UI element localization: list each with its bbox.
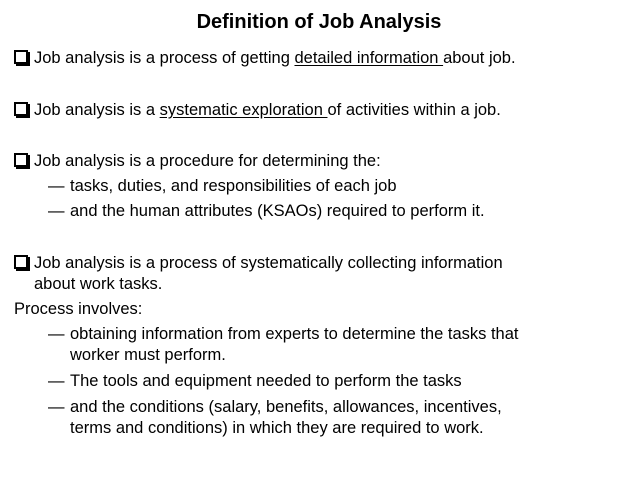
- bullet-item-2: [14, 100, 501, 121]
- bullet-4-text-line-2: about work tasks.: [34, 275, 163, 293]
- checkbox-bullet-icon: [14, 102, 28, 116]
- sub-item-continuation: terms and conditions) in which they are required to work.: [70, 419, 484, 437]
- sub-item-text: The tools and equipment needed to perform the tasks: [70, 372, 462, 390]
- dash-icon: —: [48, 372, 65, 390]
- bullet-item-3: [14, 151, 381, 172]
- dash-icon: —: [48, 398, 65, 416]
- bullet-2-text-post: of activities within a job.: [327, 101, 501, 119]
- checkbox-bullet-icon: [14, 50, 28, 64]
- sub-item-text: and the conditions (salary, benefits, allowances, incentives,: [70, 398, 502, 416]
- bullet-3-text: Job analysis is a procedure for determining the:: [34, 152, 381, 170]
- dash-icon: —: [48, 325, 65, 343]
- sub-item-continuation: worker must perform.: [70, 346, 226, 364]
- bullet-1-text-pre: Job analysis is a process of getting: [34, 49, 295, 67]
- bullet-4-text-line-1: Job analysis is a process of systematically collecting information: [34, 254, 503, 272]
- bullet-item-4: [14, 253, 503, 274]
- dash-icon: —: [48, 202, 65, 220]
- sub-item-text: tasks, duties, and responsibilities of each job: [70, 177, 397, 195]
- sub-item-text: obtaining information from experts to determine the tasks that: [70, 325, 519, 343]
- checkbox-bullet-icon: [14, 153, 28, 167]
- bullet-item-1: [14, 48, 516, 69]
- dash-icon: —: [48, 177, 65, 195]
- sub-item: [48, 176, 397, 197]
- bullet-1-text-post: about job.: [443, 49, 516, 67]
- bullet-2-text-pre: Job analysis is a: [34, 101, 160, 119]
- sub-item: [48, 397, 502, 418]
- slide-title: Definition of Job Analysis: [196, 11, 442, 33]
- bullet-1-underlined: detailed information: [294, 49, 444, 67]
- sub-item: [48, 324, 518, 345]
- sub-item: [48, 371, 462, 392]
- bullet-2-underlined: systematic exploration: [159, 101, 328, 119]
- sub-item-text: and the human attributes (KSAOs) required to perform it.: [70, 202, 485, 220]
- checkbox-bullet-icon: [14, 255, 28, 269]
- process-label: Process involves:: [14, 300, 143, 318]
- sub-item: [48, 201, 485, 222]
